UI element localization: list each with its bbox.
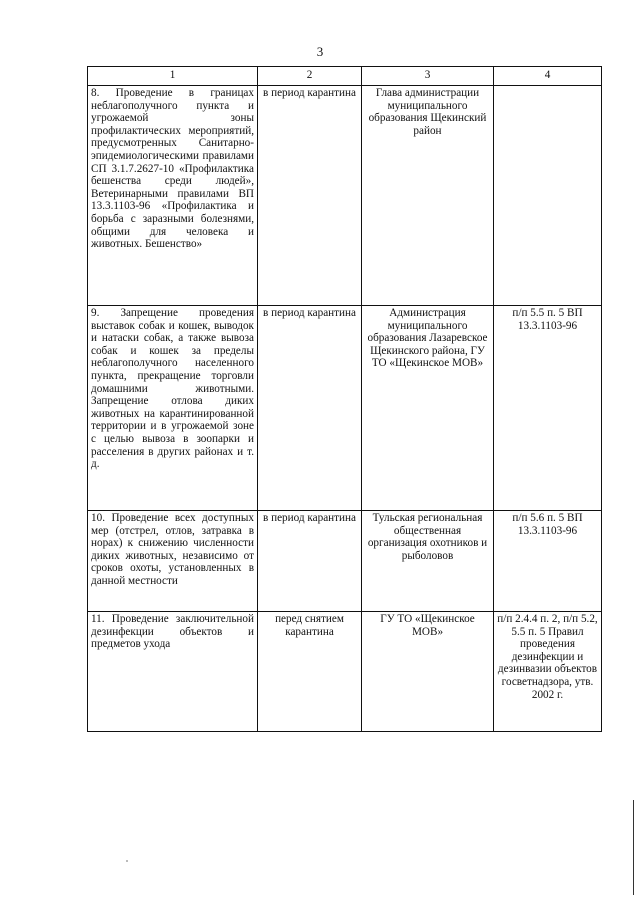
period-cell: в период карантина [258, 86, 362, 306]
scan-edge-line [633, 800, 634, 895]
reference-cell: п/п 5.5 п. 5 ВП 13.3.1103-96 [494, 306, 602, 511]
column-header-3: 3 [362, 67, 494, 86]
measure-cell: 10. Проведение всех доступных мер (отстрел, отлов, затравка в норах) к снижению численности диких животных, независимо от сроков охоты, установленных в данной местности [88, 511, 258, 612]
page-number: 3 [316, 44, 324, 59]
responsible-cell: Глава администрации муниципального образования Щекинский район [362, 86, 494, 306]
measure-cell: 9. Запрещение проведения выставок собак и кошек, выводок и натаски собак, а также вывоза собак и кошек за пределы неблагополучного населенного пункта, прекращение торговли домашними животными. Запрещение отлова диких животных на карантинированной территории и в угрожаемой зоне с целью вывоза в зоопарки и расселения в других районах и т. д. [88, 306, 258, 511]
measure-cell: 8. Проведение в границах неблагополучного пункта и угрожаемой зоны профилактических мероприятий, предусмотренных Санитарно-эпидемиологическими правилами СП 3.1.7.2627-10 «Профилактика бешенства среди людей», Ветеринарными правилами ВП 13.3.1103-96 «Профилактика и борьба с заразными болезнями, общими для человека и животных. Бешенство» [88, 86, 258, 306]
scan-speck [126, 860, 128, 862]
measures-table [87, 66, 602, 732]
column-header-1: 1 [88, 67, 258, 86]
table-row [88, 612, 602, 732]
reference-cell [494, 86, 602, 306]
responsible-cell: Тульская региональная общественная организация охотников и рыболовов [362, 511, 494, 612]
table-header-row [88, 67, 602, 86]
column-header-4: 4 [494, 67, 602, 86]
measure-cell: 11. Проведение заключительной дезинфекции объектов и предметов ухода [88, 612, 258, 732]
reference-cell: п/п 2.4.4 п. 2, п/п 5.2, 5.5 п. 5 Правил проведения дезинфекции и дезинвазии объектов госветнадзора, утв. 2002 г. [494, 612, 602, 732]
responsible-cell: ГУ ТО «Щекинское МОВ» [362, 612, 494, 732]
period-cell: перед снятием карантина [258, 612, 362, 732]
reference-cell: п/п 5.6 п. 5 ВП 13.3.1103-96 [494, 511, 602, 612]
period-cell: в период карантина [258, 511, 362, 612]
column-header-2: 2 [258, 67, 362, 86]
period-cell: в период карантина [258, 306, 362, 511]
table-row [88, 86, 602, 306]
table-row [88, 306, 602, 511]
responsible-cell: Администрация муниципального образования Лазаревское Щекинского района, ГУ ТО «Щекинское МОВ» [362, 306, 494, 511]
table-row [88, 511, 602, 612]
